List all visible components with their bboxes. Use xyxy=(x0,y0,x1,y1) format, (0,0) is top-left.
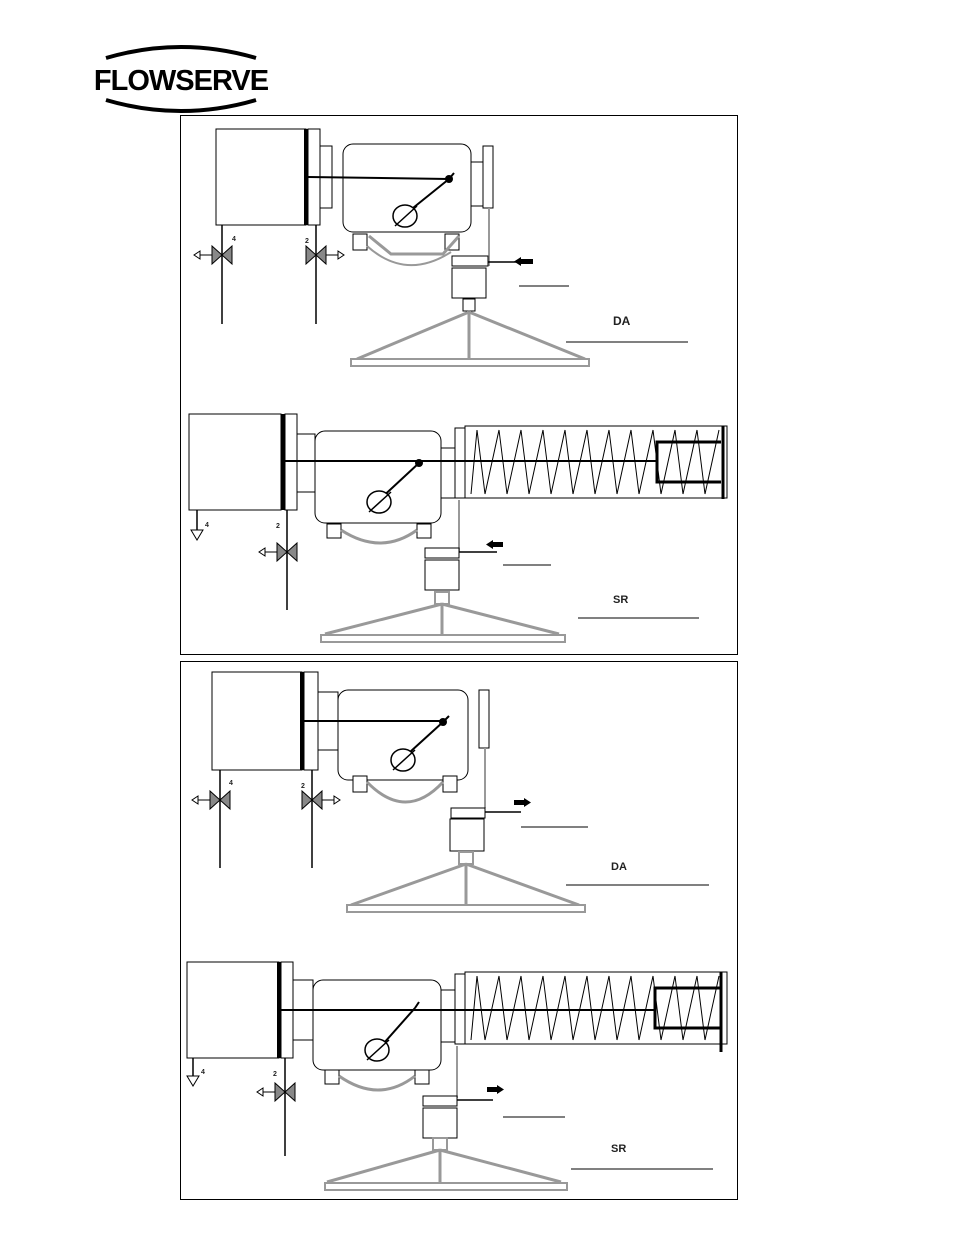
bolt-right xyxy=(417,524,431,538)
diagram-sr-bottom xyxy=(187,962,727,1190)
right-flange xyxy=(441,990,455,1042)
port-label-4: 4 xyxy=(205,522,209,529)
right-cap xyxy=(483,146,493,208)
bolt-left xyxy=(353,234,367,250)
panel-bottom-diagrams xyxy=(181,662,739,1201)
tripod-support xyxy=(327,1150,561,1182)
coupling xyxy=(450,819,484,851)
bolt-left xyxy=(353,776,367,792)
tripod-support xyxy=(357,312,585,359)
mount-bracket xyxy=(367,782,443,802)
mount-bracket xyxy=(339,1076,415,1090)
base-plate xyxy=(347,905,585,912)
pivot-dot xyxy=(439,718,447,726)
port-label-2: 2 xyxy=(301,783,305,790)
bolt-left xyxy=(325,1070,339,1084)
bolt-left xyxy=(327,524,341,538)
cylinder-block xyxy=(212,672,302,770)
pivot-dot xyxy=(445,175,453,183)
valve-2 xyxy=(302,791,340,809)
valve-4 xyxy=(192,791,230,809)
piston-plate xyxy=(304,129,308,225)
cylinder-block xyxy=(187,962,279,1058)
type-label-da: DA xyxy=(613,314,631,328)
coupling-neck xyxy=(459,852,473,864)
cylinder-block xyxy=(216,129,306,225)
bolt-right xyxy=(443,776,457,792)
logo-swoosh-top xyxy=(106,47,256,58)
port-label-2: 2 xyxy=(273,1071,277,1078)
pivot-dot xyxy=(415,459,423,467)
coupling-neck xyxy=(433,1138,447,1150)
port-label-4: 4 xyxy=(232,236,236,243)
valve-4 xyxy=(194,246,232,264)
vent-4-symbol xyxy=(191,530,203,540)
stem-top xyxy=(425,548,459,558)
coupling-neck xyxy=(435,592,449,604)
base-plate xyxy=(321,635,565,642)
diagram-sr-top xyxy=(189,414,727,642)
coupling xyxy=(425,560,459,590)
panel-bottom xyxy=(180,661,738,1200)
coupling xyxy=(423,1108,457,1138)
logo-text: FLOWSERVE xyxy=(93,65,269,97)
stem-top xyxy=(451,808,485,818)
base-plate xyxy=(325,1183,567,1190)
mount-bracket xyxy=(341,530,417,543)
right-flange xyxy=(471,162,483,206)
stem-top xyxy=(452,256,488,266)
flange-inner xyxy=(297,434,315,492)
flowserve-logo xyxy=(86,44,276,114)
panel-top xyxy=(180,115,738,655)
panel-top-diagrams xyxy=(181,116,739,656)
bolt-right xyxy=(415,1070,429,1084)
stem-top xyxy=(423,1096,457,1106)
cylinder-block xyxy=(189,414,281,510)
port-label-2: 2 xyxy=(305,238,309,245)
right-cap xyxy=(479,690,489,748)
mount-bracket-outer xyxy=(367,246,451,265)
coupling-neck xyxy=(463,299,475,311)
arrow-right xyxy=(487,1085,504,1094)
arrow-left xyxy=(514,257,533,266)
type-label-sr: SR xyxy=(611,1143,627,1155)
diagram-da-bottom xyxy=(192,672,709,912)
valve-2 xyxy=(257,1083,295,1101)
logo-swoosh-bottom xyxy=(106,100,256,111)
coupling xyxy=(452,268,486,298)
piston-plate xyxy=(300,672,304,770)
tripod-support xyxy=(325,604,559,634)
base-plate xyxy=(351,359,589,366)
arrow-right xyxy=(514,798,531,807)
type-label-da: DA xyxy=(611,861,627,873)
spring-flange xyxy=(455,428,465,498)
type-label-sr: SR xyxy=(613,594,629,606)
port-label-4: 4 xyxy=(201,1069,205,1076)
tripod-support xyxy=(351,864,579,905)
valve-2 xyxy=(259,543,297,561)
diagram-da-top xyxy=(194,129,688,366)
right-flange xyxy=(441,448,455,498)
port-label-4: 4 xyxy=(229,780,233,787)
valve-2 xyxy=(306,246,344,264)
vent-4-symbol xyxy=(187,1076,199,1086)
arrow-left xyxy=(486,540,503,549)
port-label-2: 2 xyxy=(276,523,280,530)
